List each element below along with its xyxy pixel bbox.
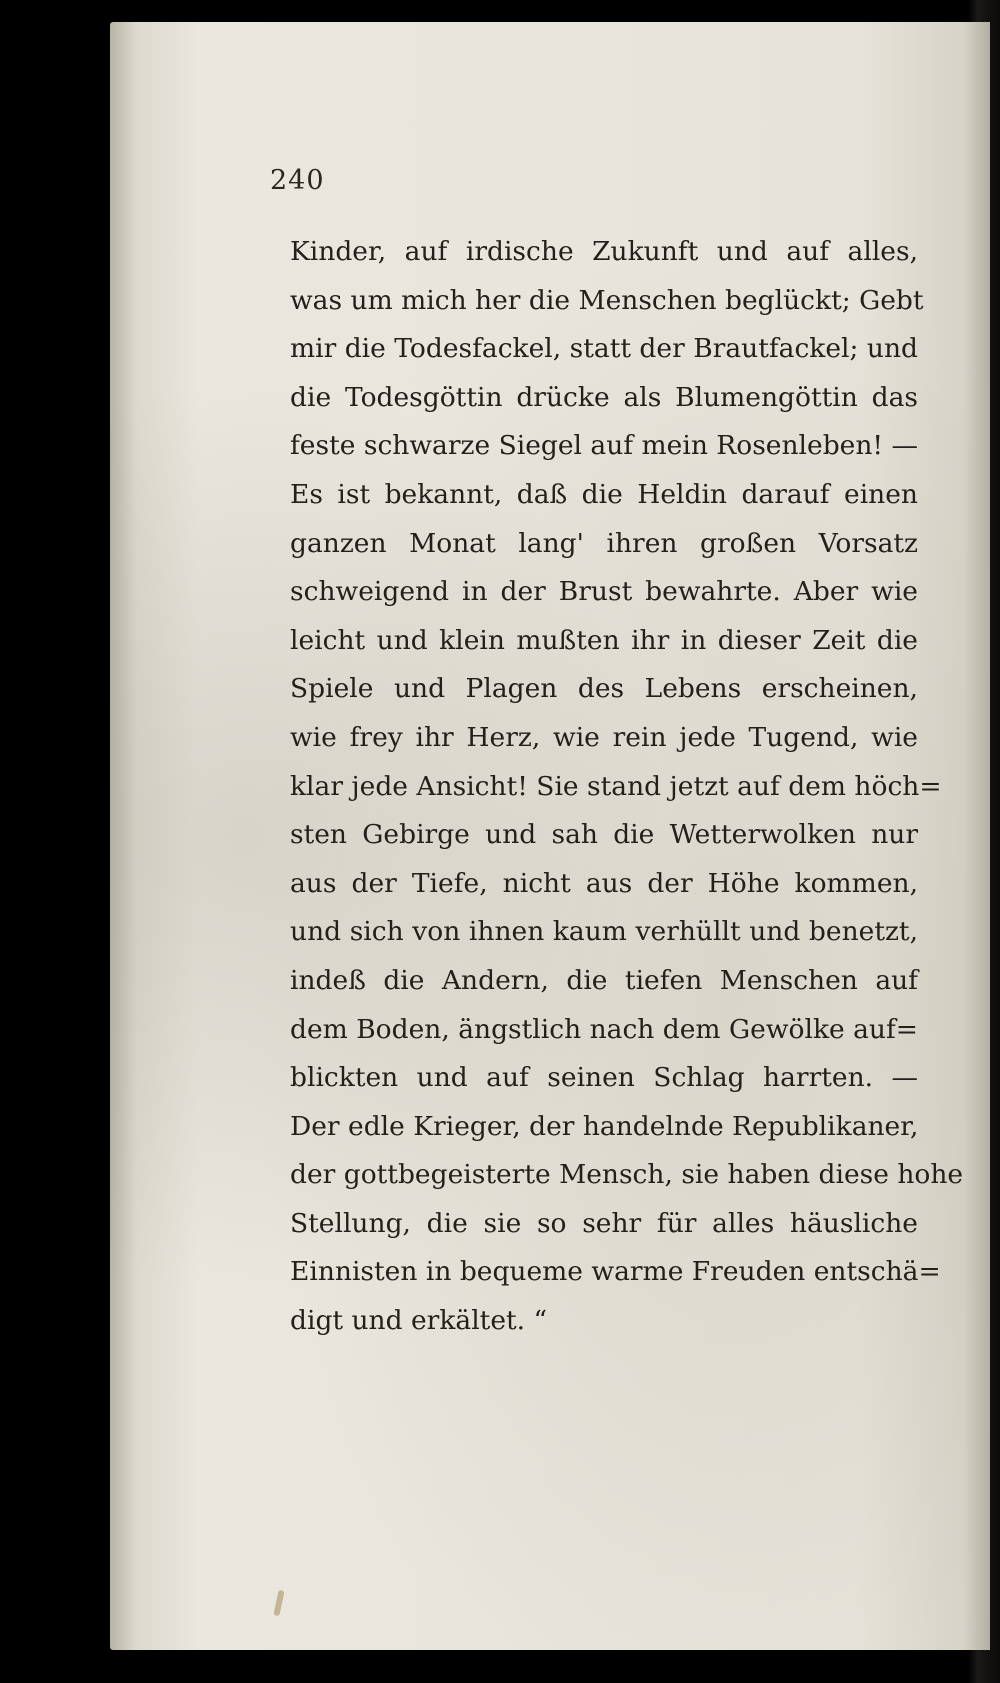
text-line: Es ist bekannt, daß die Heldin darauf einen xyxy=(290,478,918,510)
text-line: feste schwarze Siegel auf mein Rosenleben! — xyxy=(290,430,919,462)
text-line: Einnisten in bequeme warme Freuden entschä= xyxy=(290,1256,941,1288)
page-number: 240 xyxy=(270,165,325,196)
text-line: aus der Tiefe, nicht aus der Höhe kommen, xyxy=(290,867,918,899)
text-line: blickten und auf seinen Schlag harrten. — xyxy=(290,1062,918,1094)
text-line: dem Boden, ängstlich nach dem Gewölke auf= xyxy=(290,1013,918,1045)
text-line: Stellung, die sie so sehr für alles häusliche xyxy=(290,1207,918,1239)
text-line: wie frey ihr Herz, wie rein jede Tugend, wie xyxy=(290,721,918,753)
text-line: Kinder, auf irdische Zukunft und auf alles, xyxy=(290,236,918,267)
text-line: Der edle Krieger, der handelnde Republikaner, xyxy=(290,1110,919,1142)
text-line: der gottbegeisterte Mensch, sie haben diese hohe xyxy=(290,1159,964,1191)
text-line: indeß die Andern, die tiefen Menschen auf xyxy=(290,964,918,996)
text-line: sten Gebirge und sah die Wetterwolken nur xyxy=(290,819,918,851)
text-line: leicht und klein mußten ihr in dieser Zeit die xyxy=(290,624,918,656)
text-line: klar jede Ansicht! Sie stand jetzt auf dem höch= xyxy=(290,770,942,802)
text-line: digt und erkältet. “ xyxy=(290,1305,548,1337)
text-line: mir die Todesfackel, statt der Brautfackel; und xyxy=(290,333,918,365)
text-line: Spiele und Plagen des Lebens erscheinen, xyxy=(290,673,918,705)
text-line: was um mich her die Menschen beglückt; Gebt xyxy=(290,284,924,316)
body-text xyxy=(290,228,964,1346)
text-line: die Todesgöttin drücke als Blumengöttin das xyxy=(290,381,918,413)
text-line: schweigend in der Brust bewahrte. Aber wie xyxy=(290,576,918,608)
text-line: und sich von ihnen kaum verhüllt und benetzt, xyxy=(290,916,918,948)
text-line: ganzen Monat lang' ihren großen Vorsatz xyxy=(290,527,918,559)
